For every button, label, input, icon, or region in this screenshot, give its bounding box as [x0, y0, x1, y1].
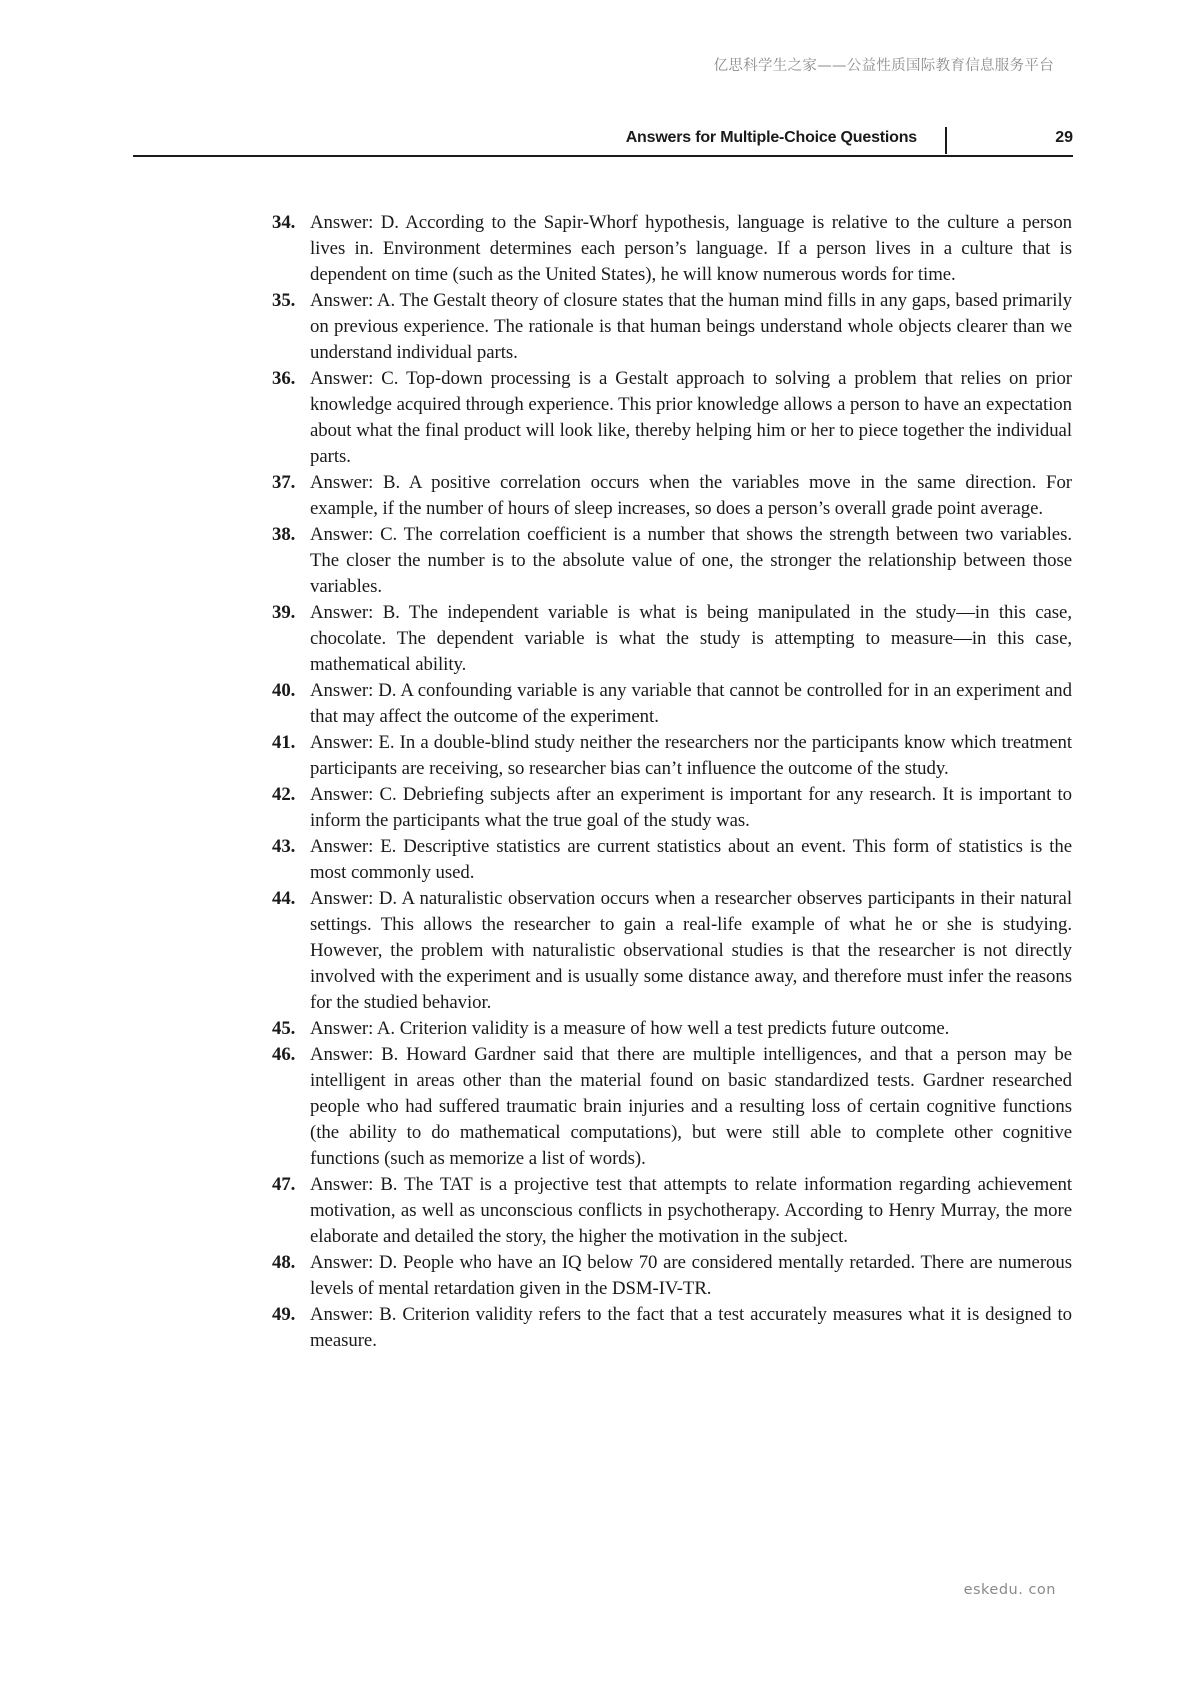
- answer-item: [272, 600, 1072, 678]
- answer-text: Answer: B. A positive correlation occurs when the variables move in the same direction. For example, if the number of hours of sleep increases, so does a person’s overall grade point average.: [310, 472, 1072, 519]
- answer-number: 40.: [272, 680, 296, 701]
- answer-list: [272, 210, 1072, 1354]
- answer-number: 49.: [272, 1304, 296, 1325]
- answer-item: [272, 1172, 1072, 1250]
- answer-number: 35.: [272, 290, 296, 311]
- answer-text: Answer: E. Descriptive statistics are current statistics about an event. This form of statistics is the most commonly used.: [310, 836, 1072, 883]
- answer-text: Answer: B. The TAT is a projective test that attempts to relate information regarding achievement motivation, as well as unconscious conflicts in psychotherapy. According to Henry Murray, the more elaborate and detailed the story, the higher the motivation in the subject.: [310, 1174, 1072, 1247]
- answer-text: Answer: B. Howard Gardner said that there are multiple intelligences, and that a person may be intelligent in areas other than the material found on basic standardized tests. Gardner researched people who had suffered traumatic brain injuries and a resulting loss of certain cognitive functions (the ability to do mathematical computations), but were still able to complete other cognitive functions (such as memorize a list of words).: [310, 1044, 1072, 1169]
- answer-text: Answer: E. In a double-blind study neither the researchers nor the participants know which treatment participants are receiving, so researcher bias can’t influence the outcome of the study.: [310, 732, 1072, 779]
- answer-text: Answer: C. Top-down processing is a Gestalt approach to solving a problem that relies on prior knowledge acquired through experience. This prior knowledge allows a person to have an expectation about what the final product will look like, thereby helping him or her to piece together the individual parts.: [310, 368, 1072, 467]
- answer-number: 36.: [272, 368, 296, 389]
- answer-item: [272, 782, 1072, 834]
- answer-item: [272, 210, 1072, 288]
- answer-item: [272, 1042, 1072, 1172]
- running-head-divider: [945, 127, 947, 154]
- answer-item: [272, 1302, 1072, 1354]
- answer-text: Answer: B. Criterion validity refers to the fact that a test accurately measures what it is designed to measure.: [310, 1304, 1072, 1351]
- page-number: 29: [1055, 129, 1073, 146]
- answer-number: 38.: [272, 524, 296, 545]
- answer-number: 47.: [272, 1174, 296, 1195]
- answer-item: [272, 522, 1072, 600]
- answer-number: 46.: [272, 1044, 296, 1065]
- answer-number: 37.: [272, 472, 296, 493]
- answer-number: 42.: [272, 784, 296, 805]
- answer-item: [272, 1250, 1072, 1302]
- answer-text: Answer: D. A confounding variable is any variable that cannot be controlled for in an experiment and that may affect the outcome of the experiment.: [310, 680, 1072, 727]
- answer-text: Answer: D. A naturalistic observation occurs when a researcher observes participants in their natural settings. This allows the researcher to gain a real-life example of what he or she is studying. However, the problem with naturalistic observational studies is that the researcher is not directly involved with the experiment and is usually some distance away, and therefore must infer the reasons for the studied behavior.: [310, 888, 1072, 1013]
- answer-item: [272, 288, 1072, 366]
- answer-item: [272, 886, 1072, 1016]
- answer-number: 43.: [272, 836, 296, 857]
- watermark-top: 亿思科学生之家——公益性质国际教育信息服务平台: [713, 58, 1054, 74]
- answer-text: Answer: B. The independent variable is what is being manipulated in the study—in this case, chocolate. The dependent variable is what the study is attempting to measure—in this case, mathematical ability.: [310, 602, 1072, 675]
- answer-number: 41.: [272, 732, 296, 753]
- answer-text: Answer: C. The correlation coefficient is a number that shows the strength between two variables. The closer the number is to the absolute value of one, the stronger the relationship between those variables.: [310, 524, 1072, 597]
- answer-text: Answer: D. People who have an IQ below 70 are considered mentally retarded. There are numerous levels of mental retardation given in the DSM-IV-TR.: [310, 1252, 1072, 1299]
- running-head: [133, 125, 1073, 157]
- watermark-bottom: eskedu. con: [963, 1582, 1056, 1598]
- answer-number: 45.: [272, 1018, 296, 1039]
- answer-item: [272, 730, 1072, 782]
- answer-number: 48.: [272, 1252, 296, 1273]
- running-head-title: Answers for Multiple-Choice Questions: [625, 129, 917, 146]
- answer-item: [272, 834, 1072, 886]
- answer-text: Answer: D. According to the Sapir-Whorf hypothesis, language is relative to the culture a person lives in. Environment determines each person’s language. If a person lives in a culture that is dependent on time (such as the United States), he will know numerous words for time.: [310, 212, 1072, 285]
- answer-number: 34.: [272, 212, 296, 233]
- answer-item: [272, 1016, 1072, 1042]
- answer-item: [272, 366, 1072, 470]
- answer-number: 44.: [272, 888, 296, 909]
- answer-text: Answer: C. Debriefing subjects after an experiment is important for any research. It is important to inform the participants what the true goal of the study was.: [310, 784, 1072, 831]
- answer-text: Answer: A. Criterion validity is a measure of how well a test predicts future outcome.: [310, 1018, 950, 1039]
- answer-item: [272, 470, 1072, 522]
- answer-item: [272, 678, 1072, 730]
- answer-text: Answer: A. The Gestalt theory of closure states that the human mind fills in any gaps, based primarily on previous experience. The rationale is that human beings understand whole objects clearer than we understand individual parts.: [310, 290, 1072, 363]
- answer-number: 39.: [272, 602, 296, 623]
